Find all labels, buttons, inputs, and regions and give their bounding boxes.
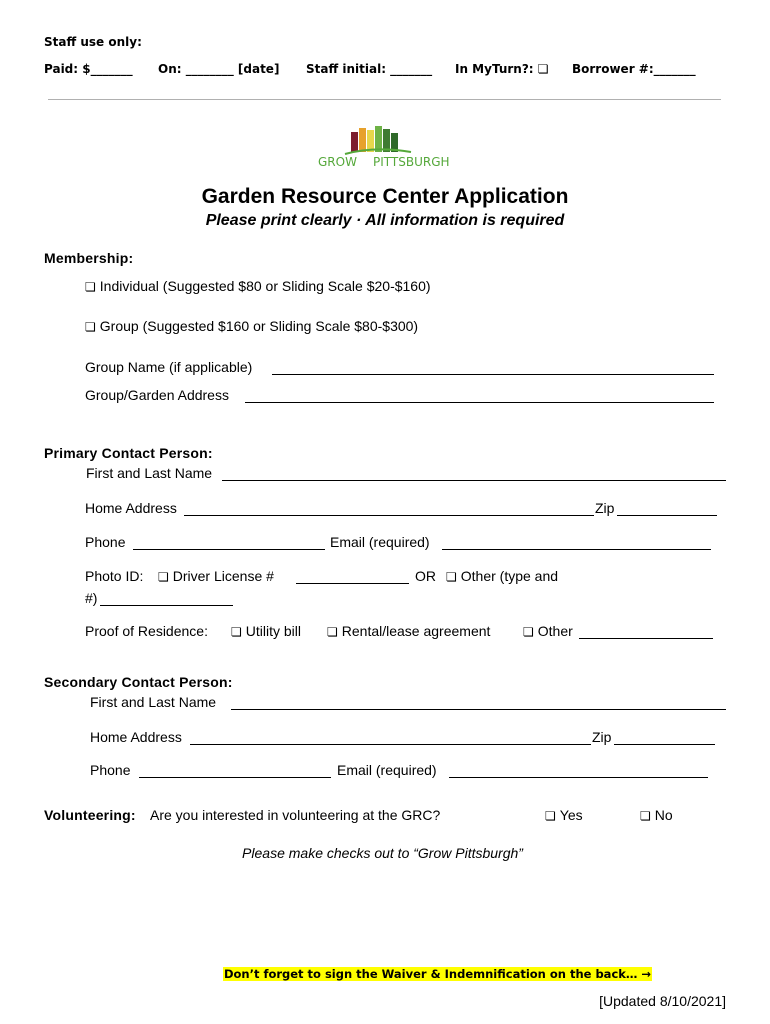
- checkbox-icon[interactable]: ❏: [640, 809, 651, 823]
- staff-myturn-field: In MyTurn?: ❏: [455, 62, 549, 76]
- individual-label: Individual (Suggested $80 or Sliding Scale $20-$160): [99, 278, 431, 294]
- volunteer-no-option[interactable]: [640, 807, 673, 823]
- secondary-phone-label: Phone: [90, 762, 131, 778]
- other-id-hash-label: #): [85, 590, 98, 606]
- other-id-label: Other (type and: [460, 568, 559, 584]
- logo-bar: [351, 132, 358, 152]
- checks-note: Please make checks out to “Grow Pittsburgh”: [242, 845, 523, 861]
- checkbox-icon[interactable]: ❏: [327, 625, 338, 639]
- secondary-email-field[interactable]: [449, 777, 708, 778]
- secondary-address-label: Home Address: [90, 729, 182, 745]
- primary-address-field[interactable]: [184, 515, 594, 516]
- logo-bar: [375, 126, 382, 152]
- rental-agreement-label: Rental/lease agreement: [341, 623, 491, 639]
- secondary-name-field[interactable]: [231, 709, 726, 710]
- checkbox-icon[interactable]: ❏: [231, 625, 242, 639]
- other-residence-field[interactable]: [579, 638, 713, 639]
- proof-of-residence-label: Proof of Residence:: [85, 623, 208, 639]
- primary-zip-label: Zip: [595, 500, 615, 516]
- page-subtitle: Please print clearly · All information is required: [205, 212, 565, 229]
- rental-agreement-option[interactable]: [327, 623, 490, 639]
- logo-word-grow: GROW: [318, 155, 357, 169]
- other-residence-label: Other: [537, 623, 573, 639]
- grow-pittsburgh-logo: [315, 124, 455, 170]
- divider: [48, 99, 721, 100]
- driver-license-label: Driver License #: [172, 568, 274, 584]
- page-title: Garden Resource Center Application: [201, 185, 569, 208]
- checkbox-icon[interactable]: ❏: [545, 809, 556, 823]
- checkbox-icon[interactable]: ❏: [85, 320, 96, 334]
- primary-name-field[interactable]: [222, 480, 726, 481]
- logo-bar: [359, 128, 366, 152]
- other-id-field[interactable]: [100, 605, 233, 606]
- staff-initial-field: Staff initial: _______: [306, 62, 433, 76]
- secondary-zip-label: Zip: [592, 729, 612, 745]
- secondary-address-field[interactable]: [190, 744, 591, 745]
- group-label: Group (Suggested $160 or Sliding Scale $80-$300): [99, 318, 419, 334]
- waiver-reminder: Don’t forget to sign the Waiver & Indemnification on the back… →: [223, 967, 652, 981]
- other-id-option[interactable]: [446, 568, 558, 584]
- primary-zip-field[interactable]: [617, 515, 717, 516]
- volunteer-yes-label: Yes: [559, 807, 583, 823]
- secondary-contact-heading: Secondary Contact Person:: [44, 674, 233, 690]
- staff-heading: Staff use only:: [44, 35, 142, 49]
- checkbox-icon[interactable]: ❏: [158, 570, 169, 584]
- other-residence-option[interactable]: [523, 623, 573, 639]
- secondary-name-label: First and Last Name: [90, 694, 217, 710]
- reminder-wrapper: [0, 965, 770, 981]
- driver-license-field[interactable]: [296, 583, 409, 584]
- checkbox-icon[interactable]: ❏: [85, 280, 96, 294]
- logo-word-pittsburgh: PITTSBURGH: [373, 155, 450, 169]
- photo-id-label: Photo ID:: [85, 568, 144, 584]
- or-label: OR: [415, 568, 436, 584]
- staff-date-field: On: ________ [date]: [158, 62, 280, 76]
- secondary-email-label: Email (required): [337, 762, 437, 778]
- primary-phone-label: Phone: [85, 534, 126, 550]
- utility-bill-option[interactable]: [231, 623, 301, 639]
- group-name-field[interactable]: [272, 374, 714, 375]
- primary-contact-heading: Primary Contact Person:: [44, 445, 213, 461]
- driver-license-option[interactable]: [158, 568, 274, 584]
- membership-heading: Membership:: [44, 250, 134, 266]
- updated-date: [Updated 8/10/2021]: [599, 993, 726, 1009]
- group-name-label: Group Name (if applicable): [85, 359, 253, 375]
- group-address-label: Group/Garden Address: [85, 387, 229, 403]
- volunteer-no-label: No: [654, 807, 673, 823]
- volunteering-heading: Volunteering:: [44, 807, 136, 823]
- secondary-phone-field[interactable]: [139, 777, 331, 778]
- volunteering-question: Are you interested in volunteering at the GRC?: [150, 807, 441, 823]
- membership-group-option[interactable]: [85, 318, 418, 334]
- primary-name-label: First and Last Name: [86, 465, 213, 481]
- group-address-field[interactable]: [245, 402, 714, 403]
- volunteer-yes-option[interactable]: [545, 807, 583, 823]
- primary-address-label: Home Address: [85, 500, 177, 516]
- checkbox-icon[interactable]: ❏: [446, 570, 457, 584]
- secondary-zip-field[interactable]: [614, 744, 715, 745]
- primary-email-field[interactable]: [442, 549, 711, 550]
- staff-borrower-field: Borrower #:_______: [572, 62, 696, 76]
- membership-individual-option[interactable]: [85, 278, 431, 294]
- utility-bill-label: Utility bill: [245, 623, 301, 639]
- staff-paid-field: Paid: $_______: [44, 62, 133, 76]
- primary-email-label: Email (required): [330, 534, 430, 550]
- checkbox-icon[interactable]: ❏: [523, 625, 534, 639]
- primary-phone-field[interactable]: [133, 549, 325, 550]
